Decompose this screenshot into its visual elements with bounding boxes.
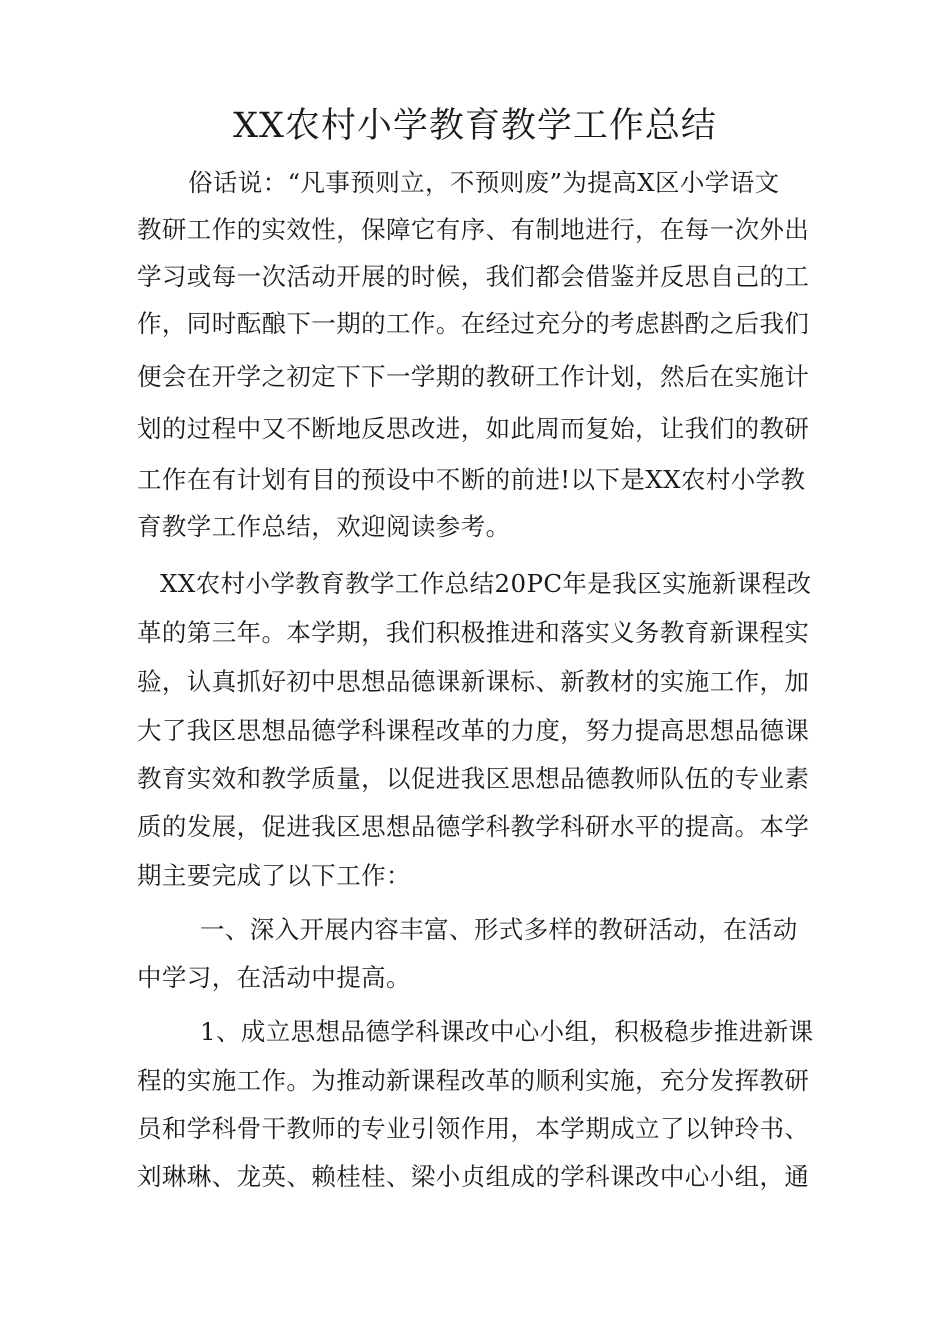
paragraph-line: 质的发展，促进我区思想品德学科教学科研水平的提高。本学: [137, 812, 810, 841]
paragraph-line: 验，认真抓好初中思想品德课新课标、新教材的实施工作，加: [137, 667, 810, 696]
paragraph-line: 革的第三年。本学期，我们积极推进和落实义务教育新课程实: [137, 618, 810, 647]
paragraph-line: 教育实效和教学质量，以促进我区思想品德教师队伍的专业素: [137, 764, 810, 793]
paragraph-line: 刘琳琳、龙英、赖桂桂、梁小贞组成的学科课改中心小组，通: [137, 1162, 810, 1191]
paragraph-line: 中学习，在活动中提高。: [137, 963, 411, 992]
paragraph-line: 工作在有计划有目的预设中不断的前进!以下是XX农村小学教: [137, 465, 806, 494]
paragraph-line: 便会在开学之初定下下一学期的教研工作计划，然后在实施计: [137, 362, 810, 391]
paragraph-line: 大了我区思想品德学科课程改革的力度，努力提高思想品德课: [137, 716, 810, 745]
paragraph-line: 作，同时酝酿下一期的工作。在经过充分的考虑斟酌之后我们: [137, 309, 810, 338]
paragraph-line: 1、成立思想品德学科课改中心小组，积极稳步推进新课: [200, 1017, 814, 1046]
paragraph-line: 育教学工作总结，欢迎阅读参考。: [137, 512, 511, 541]
paragraph-line: 一、深入开展内容丰富、形式多样的教研活动，在活动: [200, 915, 798, 944]
paragraph-line: XX农村小学教育教学工作总结20PC年是我区实施新课程改: [160, 569, 812, 598]
paragraph-line: 员和学科骨干教师的专业引领作用，本学期成立了以钟玲书、: [137, 1114, 810, 1143]
paragraph-line: 划的过程中又不断地反思改进，如此周而复始，让我们的教研: [137, 414, 810, 443]
paragraph-line: 期主要完成了以下工作：: [137, 861, 411, 890]
paragraph-line: 程的实施工作。为推动新课程改革的顺利实施，充分发挥教研: [137, 1066, 810, 1095]
paragraph-line: 俗话说：“凡事预则立，不预则废”为提高X区小学语文: [188, 168, 780, 197]
paragraph-line: 学习或每一次活动开展的时候，我们都会借鉴并反思自己的工: [137, 262, 810, 291]
paragraph-line: 教研工作的实效性，保障它有序、有制地进行，在每一次外出: [137, 215, 810, 244]
document-title: XX农村小学教育教学工作总结: [233, 106, 717, 146]
